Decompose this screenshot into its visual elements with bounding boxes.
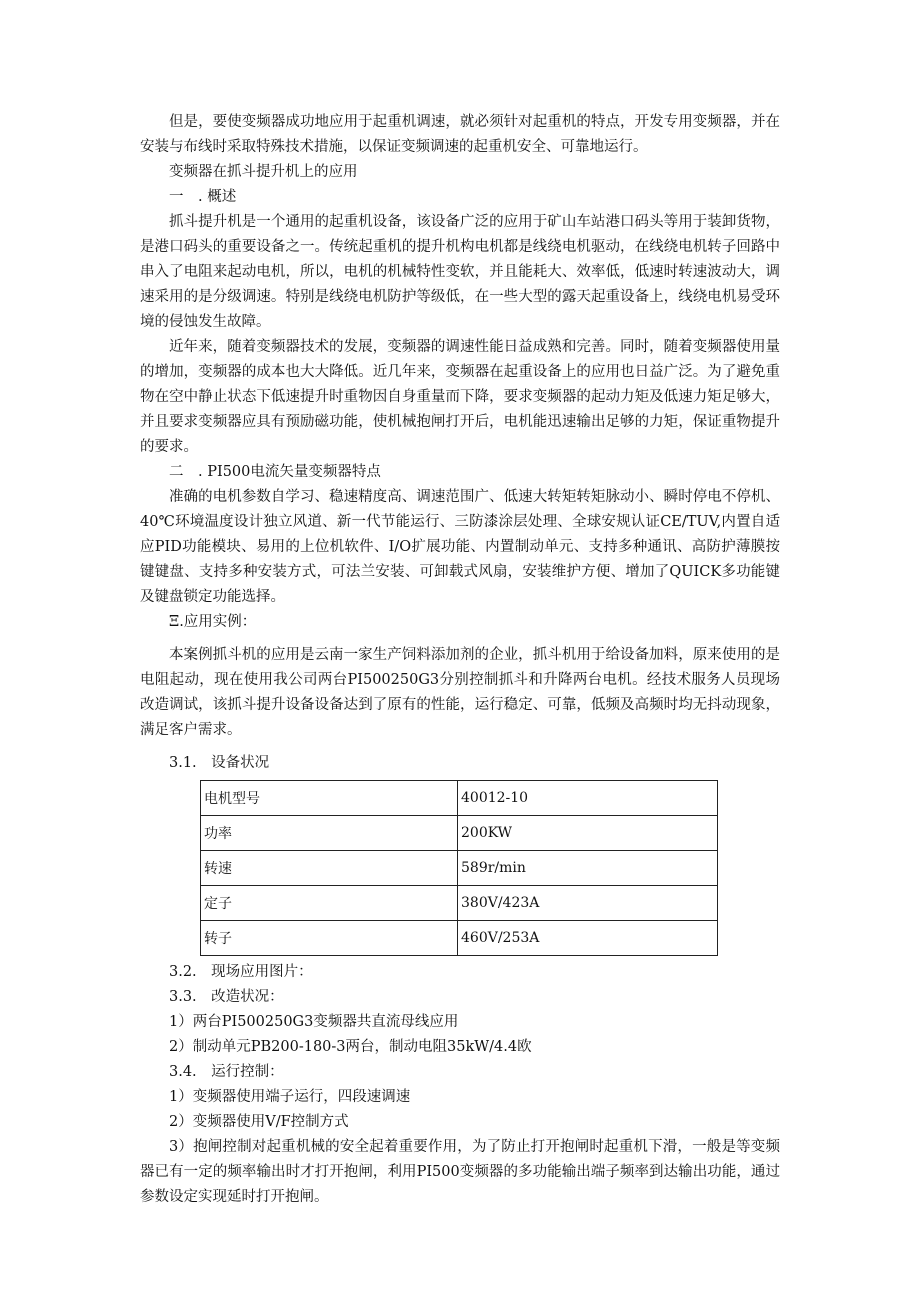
application-paragraph: 本案例抓斗机的应用是云南一家生产饲料添加剂的企业，抓斗机用于给设备加料，原来使用的是电阻起动，现在使用我公司两台PI500250G3分别控制抓斗和升降两台电机。经技术服务人员现场改造调试，该抓斗提升设备设备达到了原有的性能，运行稳定、可靠，低频及高频时均无抖动现象，满足客户需求。 <box>140 647 780 738</box>
list-item: 1）两台PI500250G3变频器共直流母线应用 <box>169 1014 459 1030</box>
features-paragraph: 准确的电机参数自学习、稳速精度高、调速范围广、低速大转矩转矩脉动小、瞬时停电不停机、40℃环境温度设计独立风道、新一代节能运行、三防漆涂层处理、全球安规认证CE/TUV,内置自适应PID功能模块、易用的上位机软件、I/O扩展功能、内置制动单元、支持多种通讯、高防护薄膜按键键盘、支持多种安装方式，可法兰安装、可卸载式风扇，安装维护方便、增加了QUICK多功能键及键盘锁定功能选择。 <box>140 489 780 605</box>
table-cell-key: 转速 <box>201 851 458 886</box>
table-cell-key: 功率 <box>201 816 458 851</box>
article-title: 变频器在抓斗提升机上的应用 <box>169 164 358 180</box>
table-row <box>201 886 718 921</box>
table-cell-key: 转子 <box>201 921 458 956</box>
list-item: 1）变频器使用端子运行，四段速调速 <box>169 1089 411 1105</box>
table-row <box>201 816 718 851</box>
table-cell-value: 40012-10 <box>458 781 718 816</box>
table-cell-value: 460V/253A <box>458 921 718 956</box>
intro-paragraph: 但是，要使变频器成功地应用于起重机调速，就必须针对起重机的特点，开发专用变频器，并在安装与布线时采取特殊技术措施，以保证变频调速的起重机安全、可靠地运行。 <box>140 114 780 155</box>
section-heading-features: 二 . PI500电流矢量变频器特点 <box>169 464 381 480</box>
table-row <box>201 921 718 956</box>
table-cell-key: 定子 <box>201 886 458 921</box>
equipment-spec-table <box>200 780 718 956</box>
brake-control-paragraph: 3）抱闸控制对起重机械的安全起着重要作用，为了防止打开抱闸时起重机下滑，一般是等变频器已有一定的频率输出时才打开抱闸，利用PI500变频器的多功能输出端子频率到达输出功能，通过参数设定实现延时打开抱闸。 <box>140 1139 780 1205</box>
document-body <box>140 110 780 1210</box>
section-heading-overview: 一 . 概述 <box>169 189 237 205</box>
subsection-3-2: 3.2. 现场应用图片： <box>169 964 313 980</box>
overview-paragraph: 抓斗提升机是一个通用的起重机设备，该设备广泛的应用于矿山车站港口码头等用于装卸货物，是港口码头的重要设备之一。传统起重机的提升机构电机都是线绕电机驱动，在线绕电机转子回路中串入了电阻来起动电机，所以，电机的机械特性变软，并且能耗大、效率低，低速时转速波动大，调速采用的是分级调速。特别是线绕电机防护等级低，在一些大型的露天起重设备上，线绕电机易受环境的侵蚀发生故障。 <box>140 214 780 330</box>
table-cell-value: 200KW <box>458 816 718 851</box>
table-row <box>201 781 718 816</box>
background-paragraph: 近年来，随着变频器技术的发展，变频器的调速性能日益成熟和完善。同时，随着变频器使用量的增加，变频器的成本也大大降低。近几年来，变频器在起重设备上的应用也日益广泛。为了避免重物在空中静止状态下低速提升时重物因自身重量而下降，要求变频器的起动力矩及低速力矩足够大，并且要求变频器应具有预励磁功能，使机械抱闸打开后，电机能迅速输出足够的力矩，保证重物提升的要求。 <box>140 339 780 455</box>
section-heading-application: Ξ.应用实例： <box>169 614 257 630</box>
table-row <box>201 851 718 886</box>
table-cell-value: 589r/min <box>458 851 718 886</box>
table-cell-key: 电机型号 <box>201 781 458 816</box>
list-item: 2）变频器使用V/F控制方式 <box>169 1114 349 1130</box>
subsection-3-1: 3.1. 设备状况 <box>169 755 270 771</box>
list-item: 2）制动单元PB200-180-3两台，制动电阻35kW/4.4欧 <box>169 1039 532 1055</box>
table-cell-value: 380V/423A <box>458 886 718 921</box>
subsection-3-4: 3.4. 运行控制： <box>169 1064 284 1080</box>
subsection-3-3: 3.3. 改造状况： <box>169 989 284 1005</box>
